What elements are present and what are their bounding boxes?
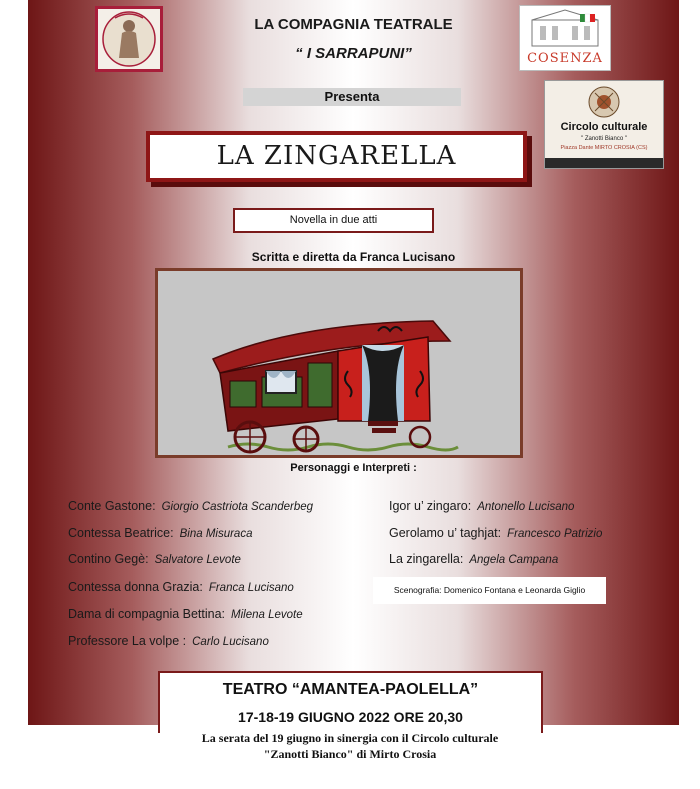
- show-subtitle: Novella in due atti: [233, 208, 434, 233]
- cast-row: [68, 499, 313, 513]
- cast-row: [389, 526, 602, 540]
- cast-actor: Francesco Patrizio: [507, 528, 603, 540]
- cast-actor: Carlo Lucisano: [192, 636, 269, 648]
- cast-role: Contessa Beatrice:: [68, 526, 174, 540]
- circolo-bar: [545, 158, 663, 168]
- circolo-logo: [544, 80, 664, 169]
- cast-row: [68, 634, 269, 648]
- cast-actor: Angela Campana: [469, 554, 559, 566]
- cast-row: [389, 499, 574, 513]
- venue-box: [158, 671, 543, 733]
- presenta-label: Presenta: [243, 88, 461, 106]
- cast-role: Conte Gastone:: [68, 499, 156, 513]
- company-name-line1: LA COMPAGNIA TEATRALE: [254, 16, 453, 33]
- show-title: LA ZINGARELLA: [146, 131, 527, 182]
- footer-line2: "Zanotti Bianco" di Mirto Crosia: [263, 747, 437, 761]
- poster: [28, 0, 679, 725]
- cast-row: [68, 526, 252, 540]
- cast-actor: Bina Misuraca: [179, 528, 253, 540]
- circolo-title: Circolo culturale: [560, 121, 648, 133]
- cast-heading: Personaggi e Interpreti :: [290, 462, 417, 474]
- cast-role: Contino Gegè:: [68, 552, 149, 566]
- cast-role: Professore La volpe :: [68, 634, 187, 648]
- venue-name: TEATRO “AMANTEA-PAOLELLA”: [222, 681, 479, 698]
- cast-actor: Franca Lucisano: [208, 582, 294, 594]
- cast-actor: Milena Levote: [231, 609, 303, 621]
- footer-line1: La serata del 19 giugno in sinergia con il Circolo culturale: [201, 731, 499, 745]
- cast-role: Igor u’ zingaro:: [389, 499, 472, 513]
- cast-role: Dama di compagnia Bettina:: [68, 607, 226, 621]
- cast-actor: Giorgio Castriota Scanderbeg: [161, 501, 314, 513]
- cast-role: La zingarella:: [389, 552, 464, 566]
- cosenza-label: COSENZA: [527, 51, 603, 66]
- cast-row: [68, 607, 303, 621]
- scenografia-credit: Scenografia: Domenico Fontana e Leonarda Giglio: [373, 577, 606, 604]
- company-name-line2: “ I SARRAPUNI”: [295, 45, 412, 62]
- author-line: Scritta e diretta da Franca Lucisano: [251, 250, 456, 264]
- cast-row: [68, 552, 241, 566]
- cast-row: [389, 552, 558, 566]
- cast-actor: Salvatore Levote: [154, 554, 241, 566]
- caravan-illustration: [155, 268, 523, 458]
- cast-row: [68, 580, 294, 594]
- circolo-place: Piazza Dante MIRTO CROSIA (CS): [560, 145, 648, 151]
- cast-role: Contessa donna Grazia:: [68, 580, 203, 594]
- cast-actor: Antonello Lucisano: [477, 501, 575, 513]
- cast-role: Gerolamo u’ taghjat:: [389, 526, 502, 540]
- venue-dates: 17-18-19 GIUGNO 2022 ORE 20,30: [238, 709, 463, 725]
- circolo-subtitle: " Zanotti Bianco ": [581, 136, 627, 142]
